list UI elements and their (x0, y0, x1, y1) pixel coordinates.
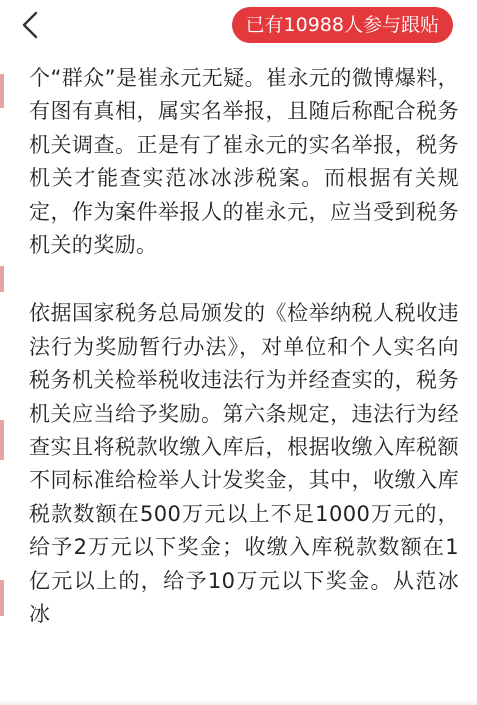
article-paragraph: 依据国家税务总局颁发的《检举纳税人税收违法行为奖励暂行办法》，对单位和个人实名向税务机关检举税收违法行为并经查实的，税务机关应当给予奖励。第六条规定，违法行为经查实且将税款收缴入库后，根据收缴入库税额不同标准给检举人计发奖金，其中，收缴入库税款数额在500万元以上不足1000万元的，给予2万元以下奖金；收缴入库税款数额在1亿元以上的，给予10万元以下奖金。从范冰冰 (29, 301, 459, 627)
back-button[interactable] (14, 8, 46, 42)
bottom-divider (0, 699, 477, 705)
top-bar (0, 0, 477, 50)
chevron-left-icon (21, 11, 39, 39)
follow-comments-button[interactable]: 已有10988人参与跟贴 (232, 7, 453, 43)
article-body (29, 62, 459, 632)
article-paragraph: 个“群众”是崔永元无疑。崔永元的微博爆料，有图有真相，属实名举报，且随后称配合税务机关调查。正是有了崔永元的实名举报，税务机关才能查实范冰冰涉税案。而根据有关规定，作为案件举报人的崔永元，应当受到税务机关的奖励。 (29, 66, 459, 258)
left-edge-accent (0, 60, 6, 705)
